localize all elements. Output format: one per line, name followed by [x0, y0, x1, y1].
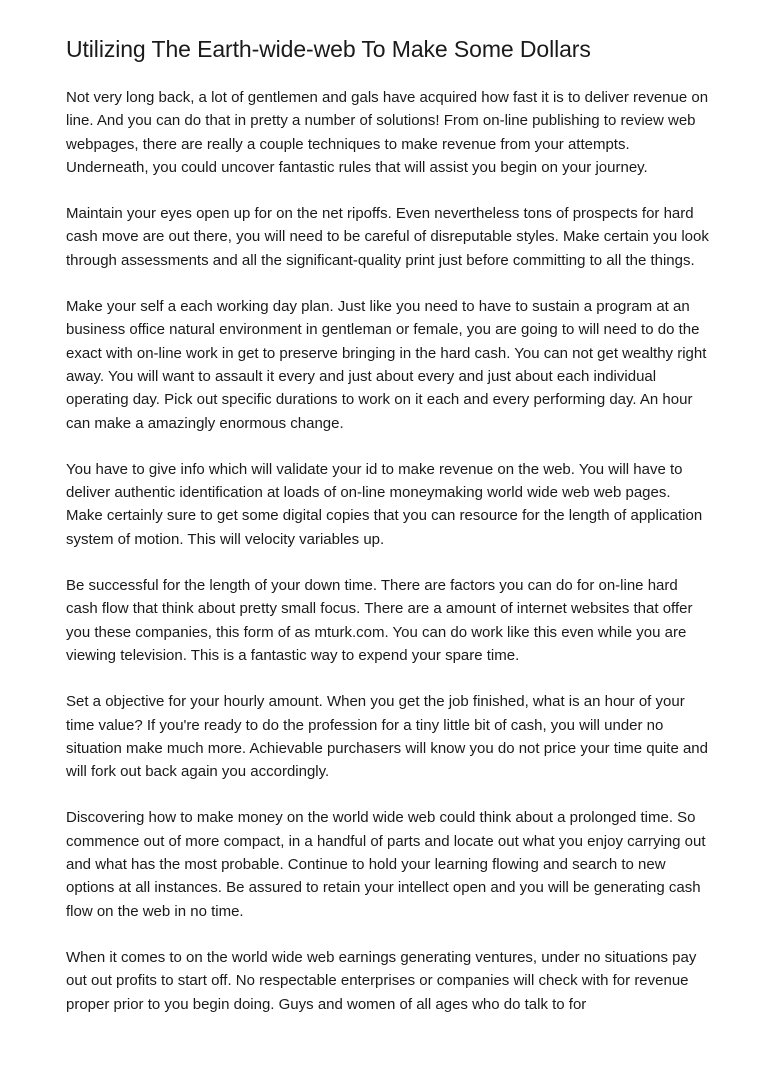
paragraph: Be successful for the length of your down time. There are factors you can do for on-line hard cash flow that think about pretty small focus. There are a amount of internet websites that offer you these companies, this form of as mturk.com. You can do work like this even while you are viewing television. This is a fantastic way to expend your spare time.	[66, 577, 693, 664]
paragraph: Maintain your eyes open up for on the net ripoffs. Even nevertheless tons of prospects for hard cash move are out there, you will need to be careful of disreputable styles. Make certain you look through assessments and all the significant-quality print just before committing to all the things.	[66, 205, 709, 269]
paragraph: Discovering how to make money on the world wide web could think about a prolonged time. So commence out of more compact, in a handful of parts and locate out what you enjoy carrying out and what has the most probable. Continue to hold your learning flowing and search to new options at all instances. Be assured to retain your intellect open and you will be generating cash flow on the web in no time.	[66, 809, 706, 920]
paragraph: Set a objective for your hourly amount. When you get the job finished, what is an hour of your time value? If you're ready to do the profession for a tiny little bit of cash, you will under no situation make much more. Achievable purchasers will know you do not price your time quite and will fork out back again you accordingly.	[66, 693, 708, 781]
paragraph: When it comes to on the world wide web earnings generating ventures, under no situations pay out out profits to start off. No respectable enterprises or companies will check with for revenue proper prior to you begin doing. Guys and women of all ages who do talk to for	[66, 948, 697, 1013]
document-title: Utilizing The Earth-wide-web To Make Some Dollars	[66, 36, 591, 62]
paragraph: Make your self a each working day plan. Just like you need to have to sustain a program at an business office natural environment in gentleman or female, you are going to will need to do the exact with on-line work in get to preserve bringing in the hard cash. You can not get wealthy right away. You will want to assault it every and just about every and just about each individual operating day. Pick out specific durations to work on it each and every performing day. An hour can make a amazingly enormous change.	[66, 298, 707, 432]
paragraph: You have to give info which will validate your id to make revenue on the web. You will have to deliver authentic identification at loads of on-line moneymaking world wide web web pages. Make certainly sure to get some digital copies that you can resource for the length of application system of motion. This will velocity variables up.	[66, 460, 703, 548]
paragraph: Not very long back, a lot of gentlemen and gals have acquired how fast it is to deliver revenue on line. And you can do that in pretty a number of solutions! From on-line publishing to review web webpages, there are really a couple techniques to make revenue from your attempts. Underneath, you could uncover fantastic rules that will assist you begin on your journey.	[66, 89, 709, 176]
